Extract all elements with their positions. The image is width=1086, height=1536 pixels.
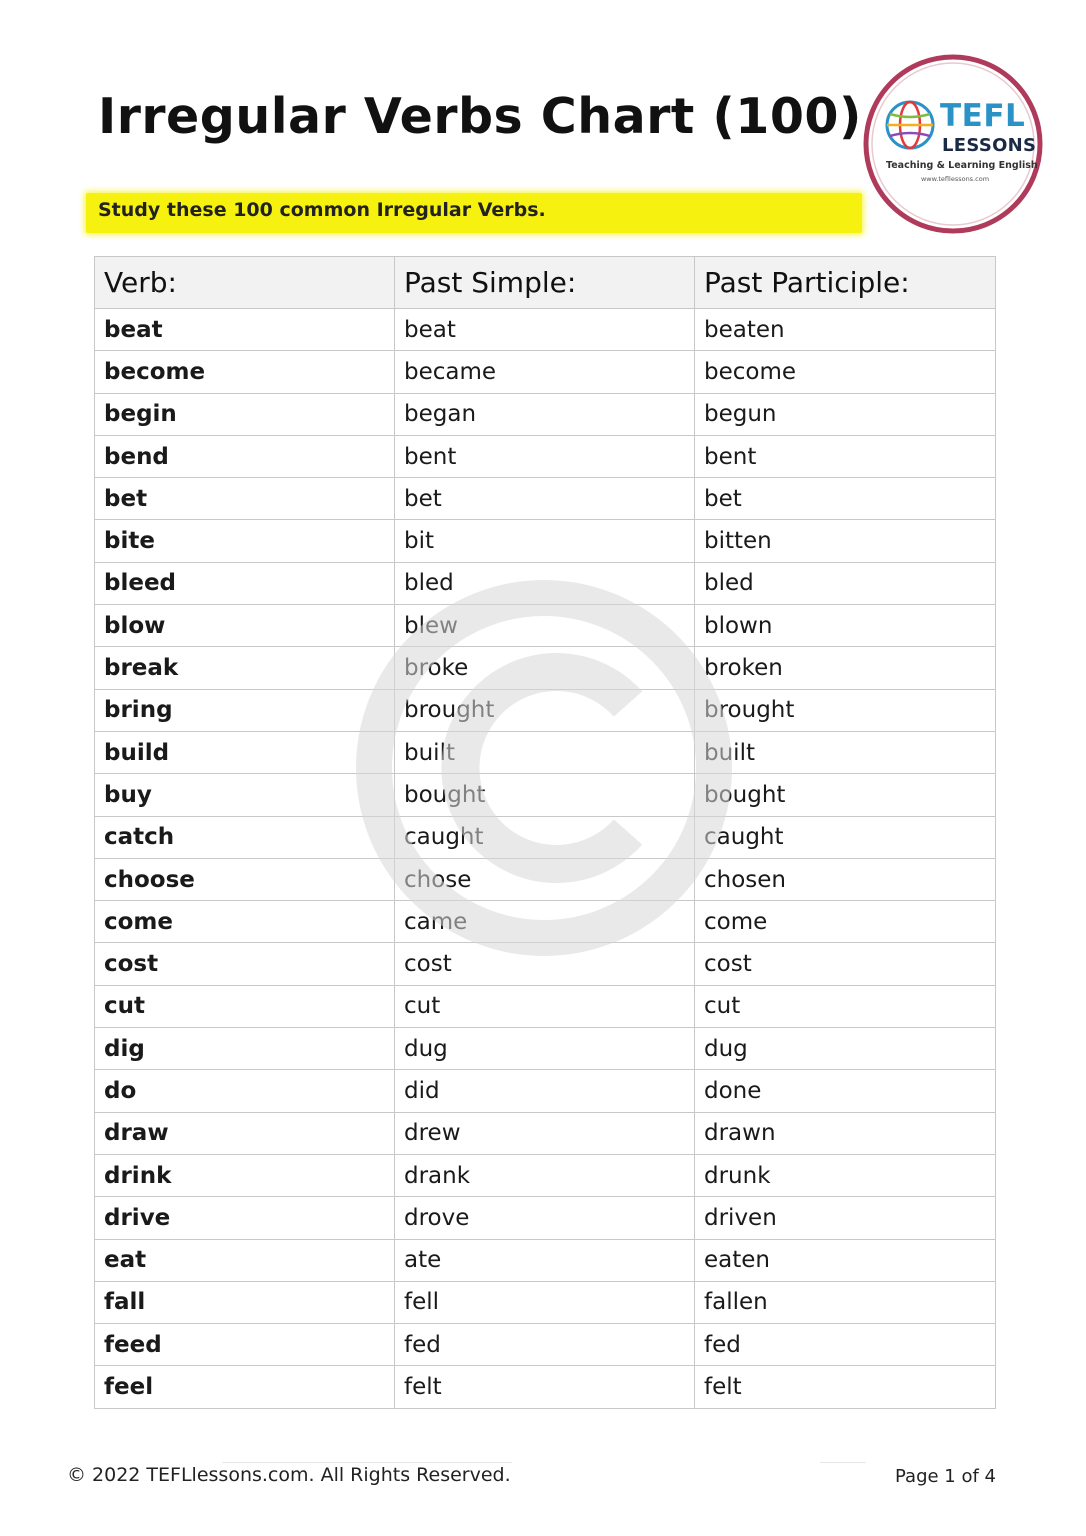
table-row — [95, 985, 996, 1027]
past-participle-cell: done — [695, 1070, 996, 1112]
verb-cell: cost — [95, 943, 395, 985]
verb-cell: feed — [95, 1324, 395, 1366]
table-row — [95, 901, 996, 943]
table-row — [95, 1154, 996, 1196]
past-simple-cell: bought — [395, 774, 695, 816]
logo-brand-bottom: LESSONS — [942, 135, 1037, 156]
verb-cell: become — [95, 351, 395, 393]
past-participle-cell: bitten — [695, 520, 996, 562]
past-participle-cell: drunk — [695, 1154, 996, 1196]
table-row — [95, 605, 996, 647]
past-participle-cell: caught — [695, 816, 996, 858]
past-simple-cell: drove — [395, 1197, 695, 1239]
past-simple-cell: fed — [395, 1324, 695, 1366]
past-simple-cell: blew — [395, 605, 695, 647]
table-row — [95, 689, 996, 731]
past-participle-cell: cost — [695, 943, 996, 985]
verb-cell: buy — [95, 774, 395, 816]
past-participle-cell: broken — [695, 647, 996, 689]
verb-cell: do — [95, 1070, 395, 1112]
logo-url: www.tefllessons.com — [920, 175, 990, 183]
table-row — [95, 562, 996, 604]
footer-divider — [820, 1462, 866, 1463]
past-simple-cell: drank — [395, 1154, 695, 1196]
past-participle-cell: chosen — [695, 858, 996, 900]
past-simple-cell: came — [395, 901, 695, 943]
past-participle-cell: drawn — [695, 1112, 996, 1154]
table-row — [95, 1028, 996, 1070]
verb-cell: cut — [95, 985, 395, 1027]
table-row — [95, 1070, 996, 1112]
verb-cell: beat — [95, 309, 395, 351]
past-simple-cell: cost — [395, 943, 695, 985]
header-past-participle: Past Participle: — [695, 257, 996, 309]
footer-divider — [222, 1462, 512, 1463]
header-past-simple: Past Simple: — [395, 257, 695, 309]
table-row — [95, 1366, 996, 1408]
verb-cell: bring — [95, 689, 395, 731]
past-participle-cell: beaten — [695, 309, 996, 351]
past-participle-cell: bled — [695, 562, 996, 604]
table-row — [95, 1281, 996, 1323]
table-row — [95, 1197, 996, 1239]
logo-brand-top: TEFL — [940, 98, 1026, 134]
verb-cell: break — [95, 647, 395, 689]
logo-tagline: Teaching & Learning English — [886, 160, 1038, 171]
past-participle-cell: fed — [695, 1324, 996, 1366]
past-simple-cell: bit — [395, 520, 695, 562]
past-simple-cell: drew — [395, 1112, 695, 1154]
past-participle-cell: bet — [695, 478, 996, 520]
past-participle-cell: blown — [695, 605, 996, 647]
past-participle-cell: brought — [695, 689, 996, 731]
verb-cell: bite — [95, 520, 395, 562]
page-title: Irregular Verbs Chart (100) — [98, 88, 862, 145]
past-simple-cell: cut — [395, 985, 695, 1027]
table-row — [95, 1324, 996, 1366]
past-participle-cell: driven — [695, 1197, 996, 1239]
table-row — [95, 816, 996, 858]
past-simple-cell: caught — [395, 816, 695, 858]
table-row — [95, 731, 996, 773]
table-header-row — [95, 257, 996, 309]
verb-cell: feel — [95, 1366, 395, 1408]
past-participle-cell: dug — [695, 1028, 996, 1070]
table-row — [95, 478, 996, 520]
past-simple-cell: bet — [395, 478, 695, 520]
verb-cell: blow — [95, 605, 395, 647]
verb-cell: drive — [95, 1197, 395, 1239]
page-number: Page 1 of 4 — [895, 1466, 996, 1487]
verb-cell: drink — [95, 1154, 395, 1196]
past-participle-cell: fallen — [695, 1281, 996, 1323]
past-simple-cell: did — [395, 1070, 695, 1112]
verb-cell: come — [95, 901, 395, 943]
past-participle-cell: bought — [695, 774, 996, 816]
table-row — [95, 309, 996, 351]
past-simple-cell: chose — [395, 858, 695, 900]
irregular-verbs-table — [94, 256, 996, 1409]
past-participle-cell: built — [695, 731, 996, 773]
past-participle-cell: begun — [695, 393, 996, 435]
past-simple-cell: built — [395, 731, 695, 773]
past-participle-cell: felt — [695, 1366, 996, 1408]
table-body — [95, 309, 996, 1409]
verb-cell: build — [95, 731, 395, 773]
verb-cell: draw — [95, 1112, 395, 1154]
table-row — [95, 435, 996, 477]
past-simple-cell: brought — [395, 689, 695, 731]
table-row — [95, 943, 996, 985]
past-participle-cell: cut — [695, 985, 996, 1027]
verb-cell: bend — [95, 435, 395, 477]
verb-cell: dig — [95, 1028, 395, 1070]
subtitle: Study these 100 common Irregular Verbs. — [98, 199, 546, 221]
table-row — [95, 774, 996, 816]
table-row — [95, 520, 996, 562]
past-simple-cell: bled — [395, 562, 695, 604]
table-row — [95, 351, 996, 393]
past-simple-cell: bent — [395, 435, 695, 477]
past-simple-cell: beat — [395, 309, 695, 351]
header-verb: Verb: — [95, 257, 395, 309]
past-participle-cell: come — [695, 901, 996, 943]
past-simple-cell: broke — [395, 647, 695, 689]
past-simple-cell: ate — [395, 1239, 695, 1281]
verb-cell: catch — [95, 816, 395, 858]
past-participle-cell: eaten — [695, 1239, 996, 1281]
footer-copyright: © 2022 TEFLlessons.com. All Rights Reserved. — [67, 1464, 511, 1486]
verb-cell: bet — [95, 478, 395, 520]
table-row — [95, 1112, 996, 1154]
past-simple-cell: fell — [395, 1281, 695, 1323]
past-simple-cell: felt — [395, 1366, 695, 1408]
verb-cell: fall — [95, 1281, 395, 1323]
past-simple-cell: dug — [395, 1028, 695, 1070]
verb-cell: bleed — [95, 562, 395, 604]
verb-cell: eat — [95, 1239, 395, 1281]
table-row — [95, 1239, 996, 1281]
verb-cell: begin — [95, 393, 395, 435]
table-row — [95, 858, 996, 900]
table-row — [95, 647, 996, 689]
table-row — [95, 393, 996, 435]
past-participle-cell: bent — [695, 435, 996, 477]
past-simple-cell: began — [395, 393, 695, 435]
past-simple-cell: became — [395, 351, 695, 393]
past-participle-cell: become — [695, 351, 996, 393]
verb-cell: choose — [95, 858, 395, 900]
